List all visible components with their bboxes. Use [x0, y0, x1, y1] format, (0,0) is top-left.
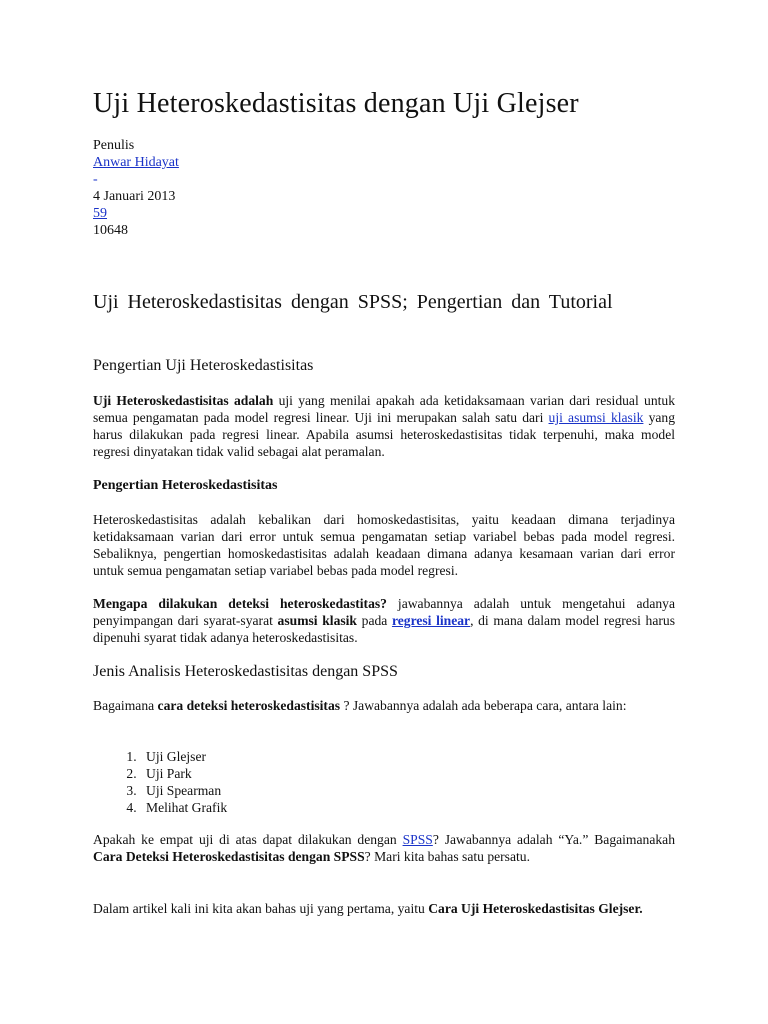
- paragraph-why-detect: [93, 595, 675, 646]
- bold-cara-deteksi-spss: Cara Deteksi Heteroskedastisitas dengan SPSS: [93, 849, 365, 864]
- list-item: 1. Uji Glejser: [140, 748, 680, 765]
- paragraph-definition-uji: [93, 392, 675, 460]
- article-title: Uji Heteroskedastisitas dengan Uji Glejser: [93, 88, 579, 119]
- paragraph-cara-deteksi: [93, 697, 675, 714]
- bold-cara-deteksi: cara deteksi heteroskedastisitas: [157, 698, 341, 713]
- list-item: 3. Uji Spearman: [140, 782, 680, 799]
- paragraph-text: pada: [357, 613, 392, 628]
- paragraph-intro-glejser: [93, 900, 675, 917]
- bold-term: Uji Heteroskedastisitas adalah: [93, 393, 274, 408]
- paragraph-text: ? Jawabannya adalah ada beberapa cara, antara lain:: [340, 698, 627, 713]
- publish-date: 4 Januari 2013: [93, 189, 176, 204]
- section-heading-main: Uji Heteroskedastisitas dengan SPSS; Pengertian dan Tutorial: [93, 291, 613, 313]
- link-spss[interactable]: SPSS: [402, 832, 433, 847]
- author-link[interactable]: Anwar Hidayat: [93, 155, 179, 170]
- paragraph-text: Dalam artikel kali ini kita akan bahas uji yang pertama, yaitu: [93, 901, 429, 916]
- methods-list: [93, 748, 680, 816]
- link-uji-asumsi-klasik[interactable]: uji asumsi klasik: [548, 410, 644, 425]
- views-count: 10648: [93, 223, 128, 238]
- paragraph-text: , di mana dalam model regresi harus dipenuhi syarat tidak adanya heteroskedastisitas.: [93, 613, 675, 645]
- paragraph-text: uji yang menilai apakah ada ketidaksamaan varian dari residual untuk semua pengamatan pada model regresi linear. Uji ini merupakan salah satu dari: [93, 393, 676, 425]
- heading-pengertian-hetero: Pengertian Heteroskedastisitas: [93, 478, 278, 493]
- heading-pengertian-uji: Pengertian Uji Heteroskedastisitas: [93, 357, 314, 374]
- meta-separator: -: [93, 172, 98, 187]
- bold-glejser: Cara Uji Heteroskedastisitas Glejser.: [428, 901, 643, 916]
- list-item: 2. Uji Park: [140, 765, 680, 782]
- paragraph-text: Bagaimana: [93, 698, 158, 713]
- paragraph-spss-question: [93, 831, 675, 865]
- article-meta: [93, 137, 179, 239]
- heading-jenis-analisis: Jenis Analisis Heteroskedastisitas dengan SPSS: [93, 663, 398, 680]
- author-label: Penulis: [93, 138, 135, 153]
- paragraph-text: ? Jawabannya adalah “Ya.” Bagaimanakah: [432, 832, 675, 847]
- comments-count-link[interactable]: 59: [93, 206, 107, 221]
- paragraph-text: Apakah ke empat uji di atas dapat dilakukan dengan: [93, 832, 403, 847]
- bold-asumsi-klasik: asumsi klasik: [277, 613, 357, 628]
- link-regresi-linear[interactable]: regresi linear: [391, 613, 471, 628]
- list-item: 4. Melihat Grafik: [140, 799, 680, 816]
- paragraph-text: yang harus dilakukan pada regresi linear. Apabila asumsi heteroskedastisitas tidak terpenuhi, maka model regresi dinyatakan tidak valid sebagai alat peramalan.: [93, 410, 675, 459]
- paragraph-text: ? Mari kita bahas satu persatu.: [364, 849, 530, 864]
- bold-question: Mengapa dilakukan deteksi heteroskedastitas?: [93, 596, 387, 611]
- paragraph-definition-hetero: Heteroskedastisitas adalah kebalikan dari homoskedastisitas, yaitu keadaan dimana terjadinya ketidaksamaan varian dari error untuk semua pengamatan setiap variabel bebas pada model regresi. Sebaliknya, pengertian homoskedastisitas adalah keadaan dimana adanya kesamaan varian dari error untuk semua pengamatan setiap variabel bebas pada model regresi.: [93, 512, 675, 578]
- paragraph-text: jawabannya adalah untuk mengetahui adanya penyimpangan dari syarat-syarat: [93, 596, 676, 628]
